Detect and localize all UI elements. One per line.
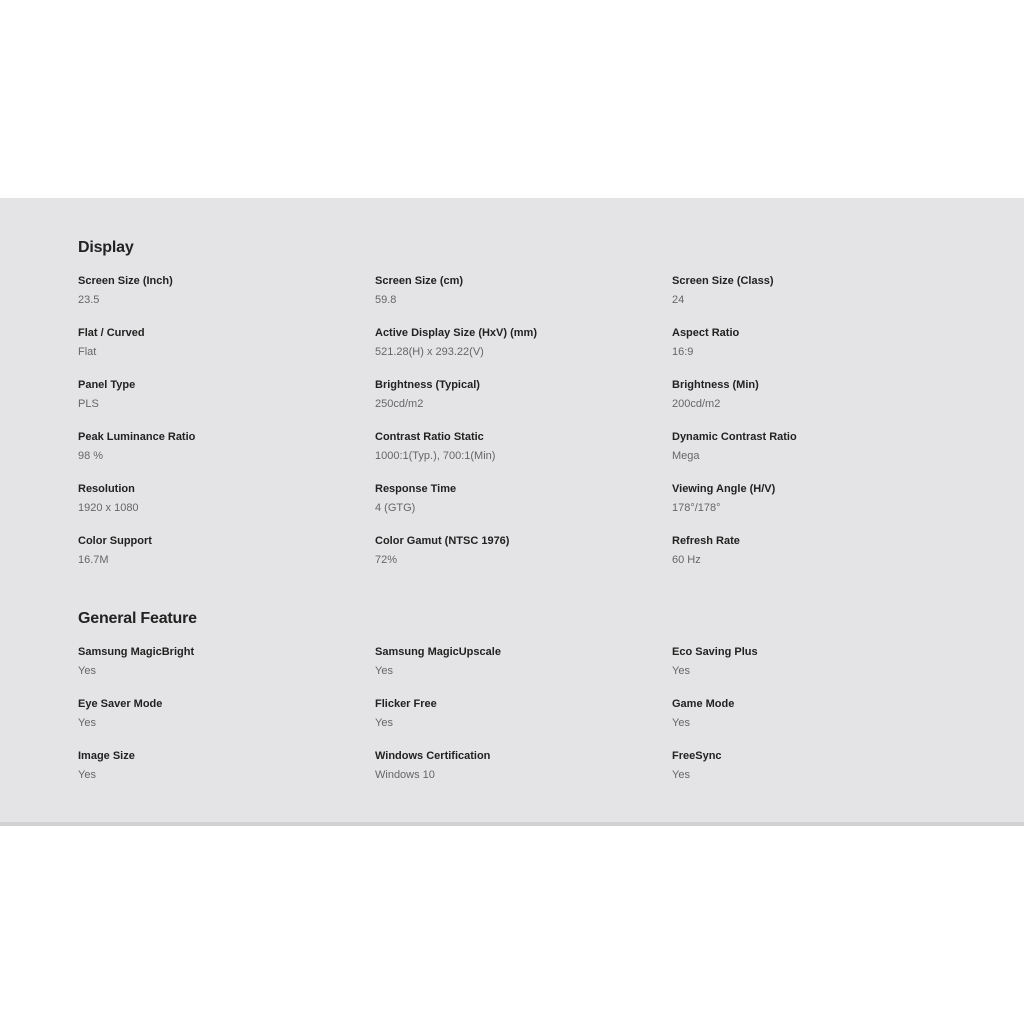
spec-value: 4 (GTG)	[375, 502, 416, 514]
spec-label: Active Display Size (HxV) (mm)	[375, 327, 537, 339]
spec-item	[672, 482, 952, 515]
spec-value: 16:9	[672, 346, 694, 358]
spec-item	[78, 697, 358, 730]
spec-label: Samsung MagicBright	[78, 646, 195, 658]
spec-label: Eye Saver Mode	[78, 698, 163, 710]
spec-item	[78, 274, 358, 307]
spec-item	[375, 274, 655, 307]
spec-label: Panel Type	[78, 379, 136, 391]
spec-value: Yes	[78, 717, 96, 729]
spec-value: Yes	[672, 717, 690, 729]
spec-label: Flicker Free	[375, 698, 437, 710]
spec-value: 98 %	[78, 450, 104, 462]
spec-value: Flat	[78, 346, 97, 358]
spec-item	[375, 749, 655, 782]
spec-label: Windows Certification	[375, 750, 491, 762]
spec-label: Refresh Rate	[672, 535, 740, 547]
spec-label: Image Size	[78, 750, 135, 762]
spec-value: 178°/178°	[672, 502, 721, 514]
spec-item	[672, 274, 952, 307]
spec-item	[78, 749, 358, 782]
spec-label: Viewing Angle (H/V)	[672, 483, 776, 495]
spec-item	[375, 534, 655, 567]
spec-value: Mega	[672, 450, 700, 462]
spec-item	[375, 645, 655, 678]
spec-value: 200cd/m2	[672, 398, 721, 410]
spec-label: Peak Luminance Ratio	[78, 431, 196, 443]
spec-value: Yes	[672, 665, 690, 677]
spec-label: Screen Size (Class)	[672, 275, 774, 287]
spec-label: Samsung MagicUpscale	[375, 646, 501, 658]
specs-panel	[0, 198, 1024, 826]
spec-item	[375, 430, 655, 463]
spec-item	[78, 326, 358, 359]
spec-value: 24	[672, 294, 685, 306]
spec-label: Resolution	[78, 483, 135, 495]
spec-label: Screen Size (cm)	[375, 275, 464, 287]
spec-value: Windows 10	[375, 769, 435, 781]
spec-item	[672, 749, 952, 782]
spec-label: Brightness (Min)	[672, 379, 759, 391]
spec-label: Flat / Curved	[78, 327, 145, 339]
spec-value: Yes	[375, 665, 393, 677]
spec-value: 521.28(H) x 293.22(V)	[375, 346, 484, 358]
spec-item	[672, 430, 952, 463]
spec-label: FreeSync	[672, 750, 722, 762]
spec-item	[672, 378, 952, 411]
spec-label: Color Gamut (NTSC 1976)	[375, 535, 510, 547]
spec-value: 1920 x 1080	[78, 502, 139, 514]
spec-label: Color Support	[78, 535, 152, 547]
spec-value: 59.8	[375, 294, 397, 306]
spec-value: PLS	[78, 398, 99, 410]
spec-item	[375, 482, 655, 515]
spec-item	[78, 430, 358, 463]
spec-item	[672, 534, 952, 567]
spec-value: 250cd/m2	[375, 398, 424, 410]
spec-value: 72%	[375, 554, 398, 566]
section-title-general-feature: General Feature	[78, 610, 197, 627]
spec-item	[375, 697, 655, 730]
section-title-display: Display	[78, 239, 134, 256]
spec-label: Brightness (Typical)	[375, 379, 480, 391]
spec-item	[78, 534, 358, 567]
spec-value: 60 Hz	[672, 554, 701, 566]
spec-item	[375, 326, 655, 359]
spec-label: Contrast Ratio Static	[375, 431, 484, 443]
spec-value: Yes	[78, 665, 96, 677]
spec-item	[672, 697, 952, 730]
spec-label: Response Time	[375, 483, 457, 495]
spec-label: Aspect Ratio	[672, 327, 740, 339]
spec-value: Yes	[78, 769, 96, 781]
spec-item	[78, 482, 358, 515]
spec-value: 16.7M	[78, 554, 109, 566]
spec-label: Eco Saving Plus	[672, 646, 758, 658]
spec-value: Yes	[375, 717, 393, 729]
spec-item	[672, 645, 952, 678]
spec-value: Yes	[672, 769, 690, 781]
spec-label: Dynamic Contrast Ratio	[672, 431, 797, 443]
spec-label: Screen Size (Inch)	[78, 275, 173, 287]
spec-item	[78, 378, 358, 411]
spec-item	[375, 378, 655, 411]
spec-value: 23.5	[78, 294, 100, 306]
spec-item	[78, 645, 358, 678]
spec-value: 1000:1(Typ.), 700:1(Min)	[375, 450, 496, 462]
spec-item	[672, 326, 952, 359]
spec-label: Game Mode	[672, 698, 735, 710]
